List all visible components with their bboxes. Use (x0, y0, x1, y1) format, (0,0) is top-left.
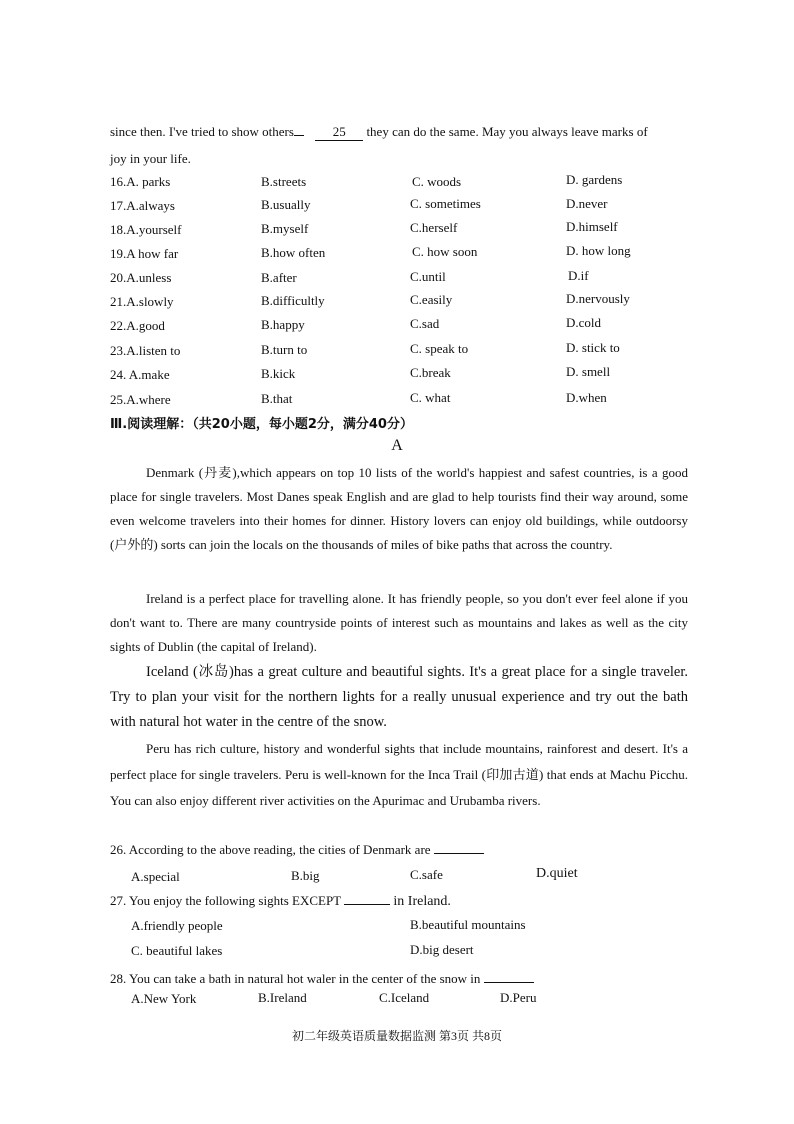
q26-option-a: A.special (131, 869, 180, 884)
option-row-num: 23.A.listen to (110, 343, 181, 358)
q26-option-b: B.big (291, 868, 320, 883)
q28-option-b: B.Ireland (258, 990, 307, 1005)
option-row-num: 16.A. parks (110, 174, 171, 189)
option-b: B.that (261, 391, 293, 406)
option-row-num: 22.A.good (110, 318, 165, 333)
option-d: D. how long (566, 243, 631, 258)
option-c: C.easily (410, 292, 453, 307)
option-b: B.how often (261, 245, 326, 260)
cloze-line-1 (110, 124, 648, 141)
option-c: C. speak to (410, 341, 469, 356)
blank-number: 25 (315, 124, 363, 141)
option-d: D.nervously (566, 291, 630, 306)
q28-option-d: D.Peru (500, 990, 537, 1005)
option-row-num: 18.A.yourself (110, 222, 182, 237)
option-row-num: 20.A.unless (110, 270, 172, 285)
option-c: C. sometimes (410, 196, 481, 211)
option-c: C. how soon (412, 244, 478, 259)
option-d: D.himself (566, 219, 618, 234)
option-b: B.usually (261, 197, 311, 212)
option-d: D. stick to (566, 340, 620, 355)
q27-option-d: D.big desert (410, 942, 474, 957)
q27-option-c: C. beautiful lakes (131, 943, 223, 958)
paragraph-ireland: Ireland is a perfect place for travelling alone. It has friendly people, so you don't ever feel alone if you don't want to. There are many countryside points of interest such as mountains and lakes as well as the city sights of Dublin (the capital of Ireland). (110, 591, 688, 654)
option-row-num: 24. A.make (110, 367, 170, 382)
option-b: B.difficultly (261, 293, 325, 308)
q28-option-a: A.New York (131, 991, 197, 1006)
q27-option-a: A.friendly people (131, 918, 223, 933)
option-b: B.after (261, 270, 297, 285)
option-d: D.when (566, 390, 607, 405)
option-c: C. woods (412, 174, 462, 189)
paragraph-iceland: Iceland (冰岛)has a great culture and beautiful sights. It's a great place for a single traveler. Try to plan your visit for the northern lights for a really unusual experience and try out the bath with natural hot water in the centre of the snow. (110, 664, 688, 730)
option-c: C.break (410, 365, 451, 380)
blank-underscore (294, 135, 304, 136)
answer-blank (434, 853, 484, 854)
paragraph-peru: Peru has rich culture, history and wonderful sights that include mountains, rainforest and desert. It's a perfect place for single travelers. Peru is well-known for the Inca Trail (印加古道) that ends at Machu Picchu. You can also enjoy different river activities on the Apurimac and Urubamba rivers. (110, 741, 688, 808)
q27-option-b: B.beautiful mountains (410, 917, 526, 932)
q26-option-d: D.quiet (536, 866, 578, 881)
option-d: D.never (566, 196, 608, 211)
option-d: D. smell (566, 364, 611, 379)
cloze-text: they can do the same. May you always leave marks of (366, 124, 648, 139)
question-28-stem: 28. You can take a bath in natural hot waler in the center of the snow in (110, 971, 534, 987)
option-c: C.herself (410, 220, 458, 235)
paragraph-denmark: Denmark (丹麦),which appears on top 10 lists of the world's happiest and safest countries, is a good place for single travelers. Most Danes speak English and are glad to help tourists find their way around, some even welcome travelers into their homes for dinner. History lovers can enjoy old buildings, while outdoorsy (户外的) sorts can join the locals on the thousands of miles of bike paths that across the country. (110, 465, 688, 552)
option-d: D.if (568, 268, 589, 283)
cloze-line-2: joy in your life. (110, 151, 191, 166)
page-footer: 初二年级英语质量数据监测 第3页 共8页 (291, 1029, 502, 1043)
cloze-text: since then. I've tried to show others (110, 124, 294, 139)
option-b: B.streets (261, 174, 307, 189)
option-d: D.cold (566, 315, 602, 330)
option-c: C.sad (410, 316, 440, 331)
q26-option-c: C.safe (410, 867, 443, 882)
option-row-num: 19.A how far (110, 246, 179, 261)
option-c: C. what (410, 390, 451, 405)
question-26-stem: 26. According to the above reading, the cities of Denmark are (110, 842, 484, 858)
option-row-num: 25.A.where (110, 392, 171, 407)
option-b: B.happy (261, 317, 305, 332)
passage-label: A (391, 437, 403, 454)
option-row-num: 21.A.slowly (110, 294, 174, 309)
option-b: B.kick (261, 366, 296, 381)
answer-blank (484, 982, 534, 983)
option-b: B.myself (261, 221, 309, 236)
question-27-stem: 27. You enjoy the following sights EXCEPT in Ireland. (110, 893, 451, 909)
option-d: D. gardens (566, 172, 623, 187)
answer-blank (344, 904, 390, 905)
option-c: C.until (410, 269, 446, 284)
section-title: Ⅲ.阅读理解：（共20小题，每小题2分，满分40分） (110, 417, 413, 432)
option-row-num: 17.A.always (110, 198, 175, 213)
q28-option-c: C.Iceland (379, 990, 430, 1005)
option-b: B.turn to (261, 342, 308, 357)
